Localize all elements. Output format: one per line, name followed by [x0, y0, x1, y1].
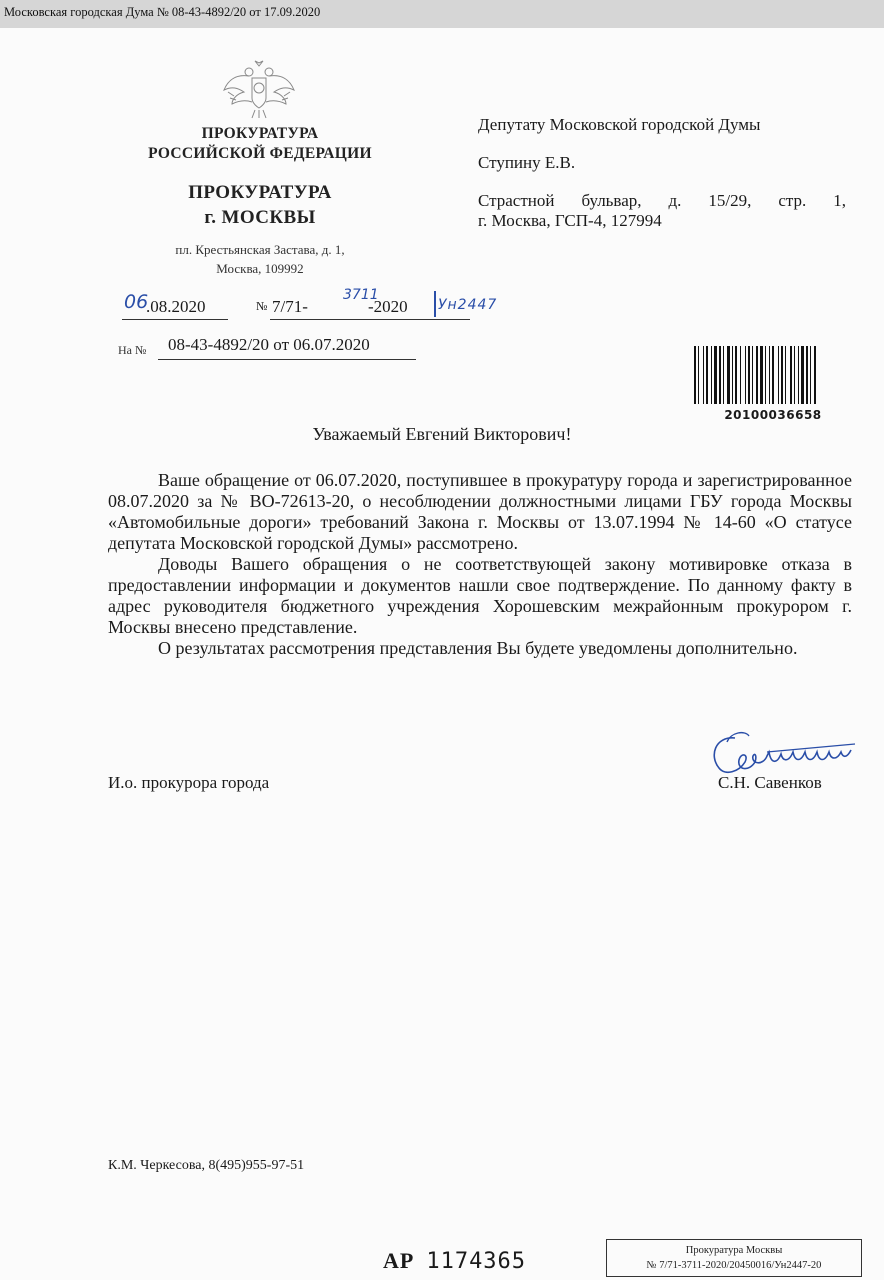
- outgoing-number-prefix: 7/71-: [272, 297, 308, 316]
- contact-line: К.М. Черкесова, 8(495)955-97-51: [108, 1158, 305, 1173]
- signer-name: С.Н. Савенков: [718, 773, 822, 792]
- org-line-3: ПРОКУРАТУРА: [188, 182, 332, 203]
- handwritten-separator: [434, 291, 436, 317]
- address-word: д.: [668, 191, 682, 210]
- org-address-line-2: Москва, 109992: [216, 261, 304, 276]
- stamp-line-2: № 7/71-3711-2020/20450016/Ун2447-20: [646, 1260, 822, 1271]
- outgoing-date-number: [118, 287, 538, 323]
- handwritten-number: 3711: [343, 287, 379, 303]
- signer-position: И.о. прокурора города: [108, 773, 270, 792]
- org-address: [110, 240, 410, 278]
- body-paragraph-2: Доводы Вашего обращения о не соответствующей закону мотивировке отказа в предоставлении информации и документов нашли свое подтверждение. По данному факту в адрес руководителя бюджетного учреждения Хорошевским межрайонным прокурором г. Москвы внесено представление.: [108, 554, 852, 637]
- document-header-text: Московская городская Дума № 08-43-4892/20 от 17.09.2020: [4, 5, 321, 19]
- org-line-1: ПРОКУРАТУРА: [201, 125, 319, 142]
- body-paragraph-1: Ваше обращение от 06.07.2020, поступившее в прокуратуру города и зарегистрированное 08.07.2020 за № ВО-72613-20, о несоблюдении должностными лицами ГБУ города Москвы «Автомобильные дороги» требований Закона г. Москвы от 13.07.1994 № 14-60 «О статусе депутата Московской городской Думы» рассмотрено.: [108, 470, 852, 553]
- stamp-line-1: Прокуратура Москвы: [685, 1245, 783, 1256]
- reference-label: На №: [118, 343, 147, 357]
- org-name-moscow: [110, 180, 410, 230]
- handwritten-registration: Ун2447: [438, 297, 498, 313]
- address-word: стр.: [778, 191, 807, 210]
- letter-body: [108, 470, 852, 659]
- recipient-title: Депутату Московской городской Думы: [478, 115, 761, 134]
- recipient-address-line-1: [478, 190, 846, 211]
- document-header-bar: [0, 0, 884, 29]
- org-line-2: РОССИЙСКОЙ ФЕДЕРАЦИИ: [148, 145, 372, 162]
- recipient-name: Ступину Е.В.: [478, 153, 576, 172]
- recipient-address-line-2: г. Москва, ГСП-4, 127994: [478, 211, 662, 230]
- barcode-icon: [694, 346, 852, 404]
- reference-underline: [158, 359, 416, 360]
- address-word: 15/29,: [708, 191, 752, 210]
- reference-value: 08-43-4892/20 от 06.07.2020: [168, 335, 370, 354]
- number-label: №: [256, 299, 268, 313]
- double-headed-eagle-emblem-icon: [222, 58, 296, 120]
- form-serial-number: 1174365: [426, 1249, 527, 1274]
- org-name-federal: [110, 124, 410, 164]
- date-underline: [122, 319, 228, 320]
- registration-stamp-box: [606, 1239, 862, 1277]
- address-word: Страстной: [478, 191, 555, 210]
- handwritten-day: 06: [124, 291, 149, 313]
- body-paragraph-3: О результатах рассмотрения представления Вы будете уведомлены дополнительно.: [158, 638, 798, 658]
- address-word: бульвар,: [581, 191, 642, 210]
- address-word: 1,: [833, 191, 846, 210]
- number-underline: [270, 319, 470, 320]
- letter-page: [0, 28, 884, 1280]
- org-address-line-1: пл. Крестьянская Застава, д. 1,: [175, 242, 345, 257]
- reference-number: [118, 333, 418, 363]
- form-serial: [383, 1248, 526, 1274]
- form-serial-series: АР: [383, 1248, 415, 1273]
- greeting: Уважаемый Евгений Викторович!: [312, 424, 572, 444]
- barcode-number: 20100036658: [724, 408, 822, 422]
- outgoing-number-suffix: -2020: [368, 297, 408, 316]
- outgoing-month-year: .08.2020: [146, 297, 206, 316]
- org-line-4: г. МОСКВЫ: [204, 207, 316, 228]
